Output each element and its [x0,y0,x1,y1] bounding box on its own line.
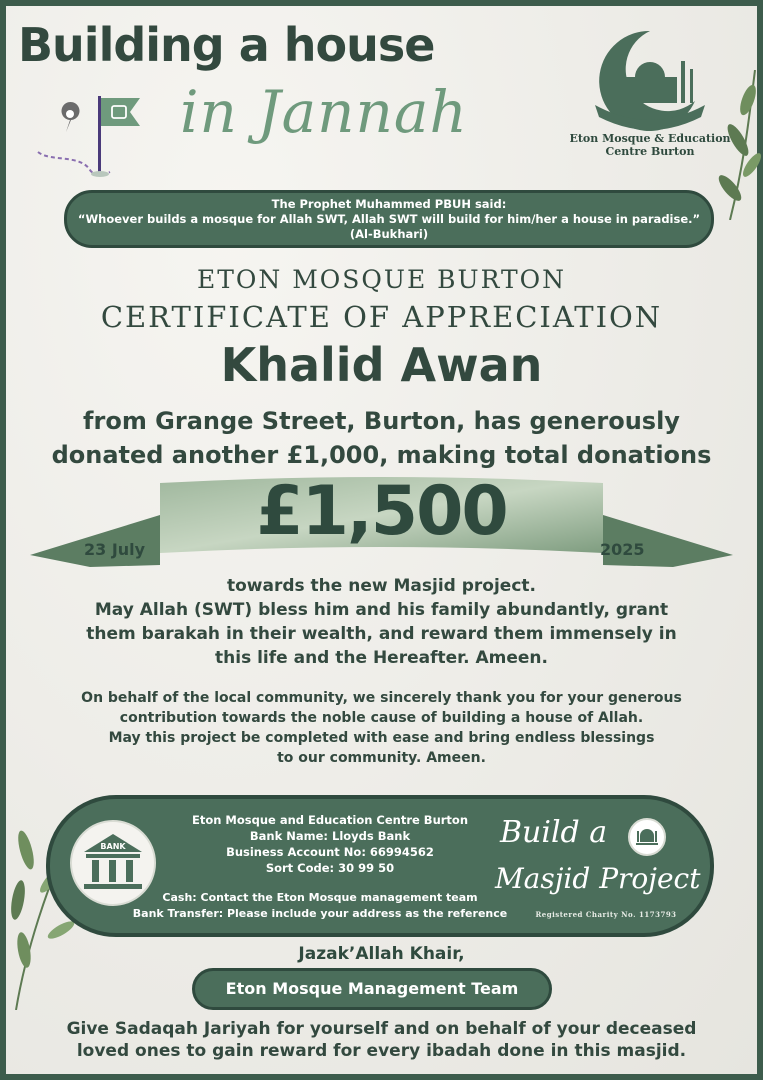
flag-icon [30,92,150,182]
closing-thanks: Jazak’Allah Khair, [298,944,465,964]
community-thanks-text: On behalf of the local community, we sincerely thank you for your generous contribution towards the noble cause of building a house of Allah. May this project be completed with ease and bring endless blessings to our community. Ameen. [81,690,682,766]
team-signature-pill: Eton Mosque Management Team [192,968,552,1010]
project-title-line2: Masjid Project [495,862,701,895]
date-year: 2025 [600,540,645,559]
footer-appeal: Give Sadaqah Jariyah for yourself and on behalf of your deceased loved ones to gain reward for every ibadah done in this masjid. [66,1019,697,1061]
page-title: Building a house [18,18,435,72]
logo-caption: Eton Mosque & Education Centre Burton [569,132,731,158]
donation-amount: £1,500 [256,472,507,551]
project-title-line1: Build a [500,815,608,850]
certificate-title: CERTIFICATE OF APPRECIATION [100,300,663,334]
page-subtitle: in Jannah [180,78,468,146]
payment-notes: Cash: Contact the Eton Mosque management team Bank Transfer: Please include your address as the reference [132,891,508,920]
charity-number: Registered Charity No. 1173793 [535,910,677,919]
mini-mosque-logo-icon [628,818,666,856]
donor-name: Khalid Awan [220,338,543,392]
blessing-text: towards the new Masjid project. May Allah (SWT) bless him and his family abundantly, grant them barakah in their wealth, and reward them immensely in this life and the Hereafter. Ameen. [86,576,677,668]
hadith-quote-box: The Prophet Muhammed PBUH said: “Whoever builds a mosque for Allah SWT, Allah SWT will build for him/her a house in paradise.” (Al-Bukhari) [64,190,714,248]
donation-intro: from Grange Street, Burton, has generously donated another £1,000, making total donations [51,407,712,469]
bank-details-text: Eton Mosque and Education Centre Burton Bank Name: Lloyds Bank Business Account No: 66994562 Sort Code: 30 99 50 [191,813,469,875]
org-name: ETON MOSQUE BURTON [196,265,567,294]
mosque-logo-icon [585,25,715,135]
date-day: 23 July [84,540,146,559]
svg-text:BANK: BANK [100,842,126,851]
location-pin-icon [62,102,80,132]
